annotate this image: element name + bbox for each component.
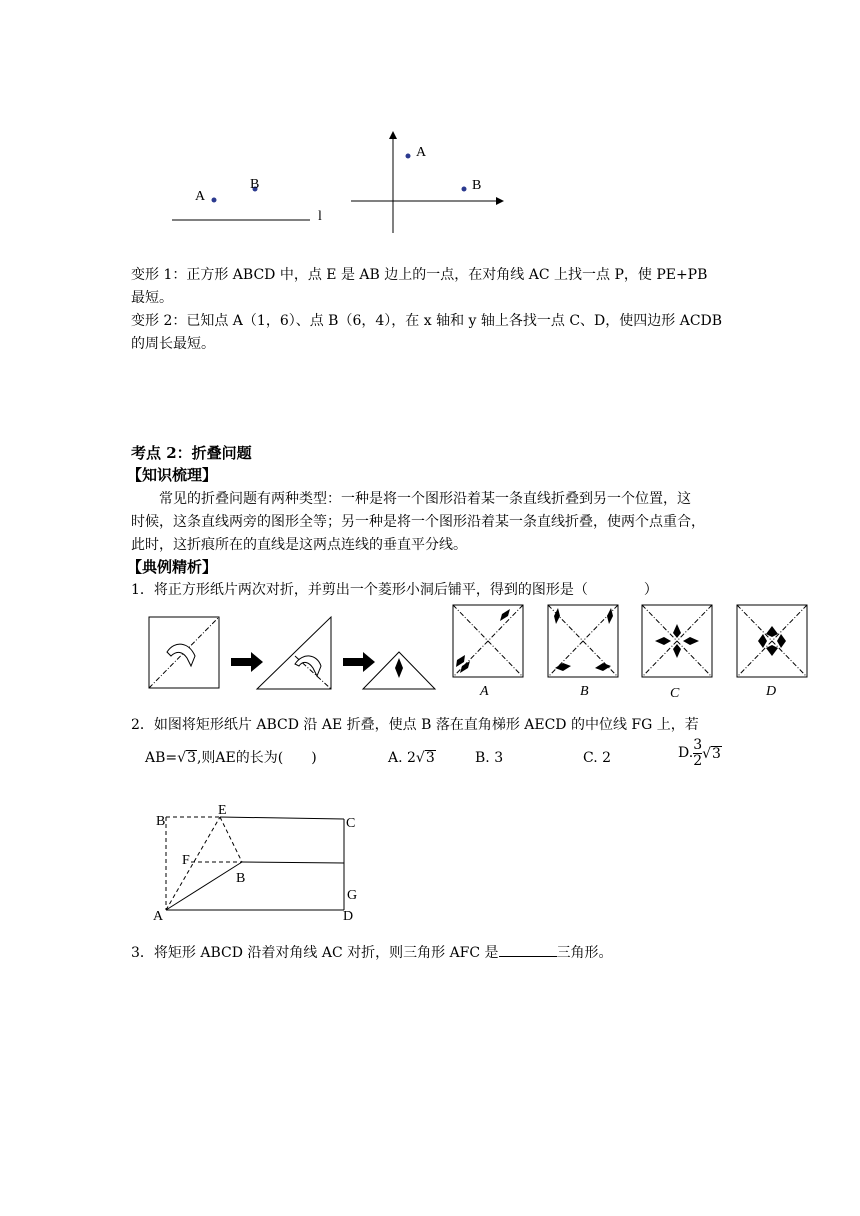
point-a-dot: [212, 198, 217, 203]
fig-label-a: A: [153, 909, 164, 924]
q2-given: AB=√3,则AE的长为( ): [145, 750, 317, 766]
knowledge-heading: 【知识梳理】: [127, 466, 218, 484]
option-b-figure: [547, 604, 619, 678]
fig-label-g: G: [347, 888, 358, 903]
option-c-label: C: [670, 686, 680, 701]
ab-prefix: AB=: [145, 750, 178, 766]
option-d-label: D: [766, 684, 777, 699]
point-b-label: B: [250, 177, 260, 192]
fig-label-e: E: [218, 803, 227, 818]
q2-option-b: B. 3: [475, 750, 504, 766]
q2-line1: 2．如图将矩形纸片 ABCD 沿 AE 折叠，使点 B 落在直角梯形 AECD 的中位线 FG 上，若: [131, 717, 699, 733]
rhombus-hole: [395, 658, 403, 678]
q2-option-a: A. 2√3: [388, 750, 435, 766]
axis-point-b-label: B: [472, 178, 482, 193]
q1-text: 1．将正方形纸片两次对折，并剪出一个菱形小洞后铺平，得到的图形是（ ）: [131, 582, 658, 598]
fig-label-f: F: [182, 853, 190, 868]
axis-point-b-dot: [462, 187, 467, 192]
option-d-figure: [736, 604, 808, 678]
fig-label-d: D: [343, 909, 354, 924]
q2-option-d: D. $\frac{3}{2}$ √3: [678, 737, 721, 769]
fig-label-b2: B: [236, 871, 246, 886]
option-b-label: B: [580, 684, 589, 699]
ab-suffix: ,则AE的长为( ): [196, 750, 317, 766]
examples-heading: 【典例精析】: [127, 558, 218, 576]
fig-label-c: C: [346, 816, 356, 831]
axis-point-a-label: A: [416, 145, 427, 160]
variant2-line1: 变形 2：已知点 A（1，6）、点 B（6，4），在 x 轴和 y 轴上各找一点 C、D，使四边形 ACDB: [131, 313, 723, 329]
knowledge-line1: 常见的折叠问题有两种类型：一种是将一个图形沿着某一条直线折叠到另一个位置，这: [159, 491, 691, 507]
fig-label-b: B: [156, 814, 166, 829]
fold-arrow-icon: [167, 644, 195, 666]
option-d-fraction: $\frac{3}{2}$: [693, 737, 703, 769]
option-c-figure: [641, 604, 713, 678]
figure-coordinate-axes: [345, 125, 515, 240]
variant1-line2: 最短。: [131, 290, 173, 306]
variant2-line2: 的周长最短。: [131, 336, 215, 352]
q2-option-c: C. 2: [583, 750, 612, 766]
option-a-label: A: [480, 684, 489, 699]
point-a-label: A: [195, 189, 206, 204]
knowledge-line3: 此时，这折痕所在的直线是这两点连线的垂直平分线。: [131, 537, 467, 553]
q3-text: 3．将矩形 ABCD 沿着对角线 AC 对折，则三角形 AFC 是 三角形。: [131, 942, 613, 963]
section-title: 考点 2：折叠问题: [131, 444, 252, 462]
option-a-figure: [452, 604, 524, 678]
axis-point-a-dot: [406, 154, 411, 159]
folding-sequence-figure: [145, 612, 445, 694]
knowledge-line2: 时候，这条直线两旁的图形全等；另一种是将一个图形沿着某一条直线折叠，使两个点重合，: [131, 514, 705, 530]
variant1-line1: 变形 1：正方形 ABCD 中，点 E 是 AB 边上的一点，在对角线 AC 上找一点 P，使 PE+PB: [131, 267, 708, 283]
line-l-label: l: [318, 209, 322, 224]
right-arrow-icon: [231, 652, 263, 672]
answer-blank[interactable]: [499, 942, 557, 957]
right-arrow-icon-2: [343, 652, 375, 672]
fold-arrow-icon-2: [295, 656, 321, 676]
ab-radicand: 3: [187, 750, 196, 766]
